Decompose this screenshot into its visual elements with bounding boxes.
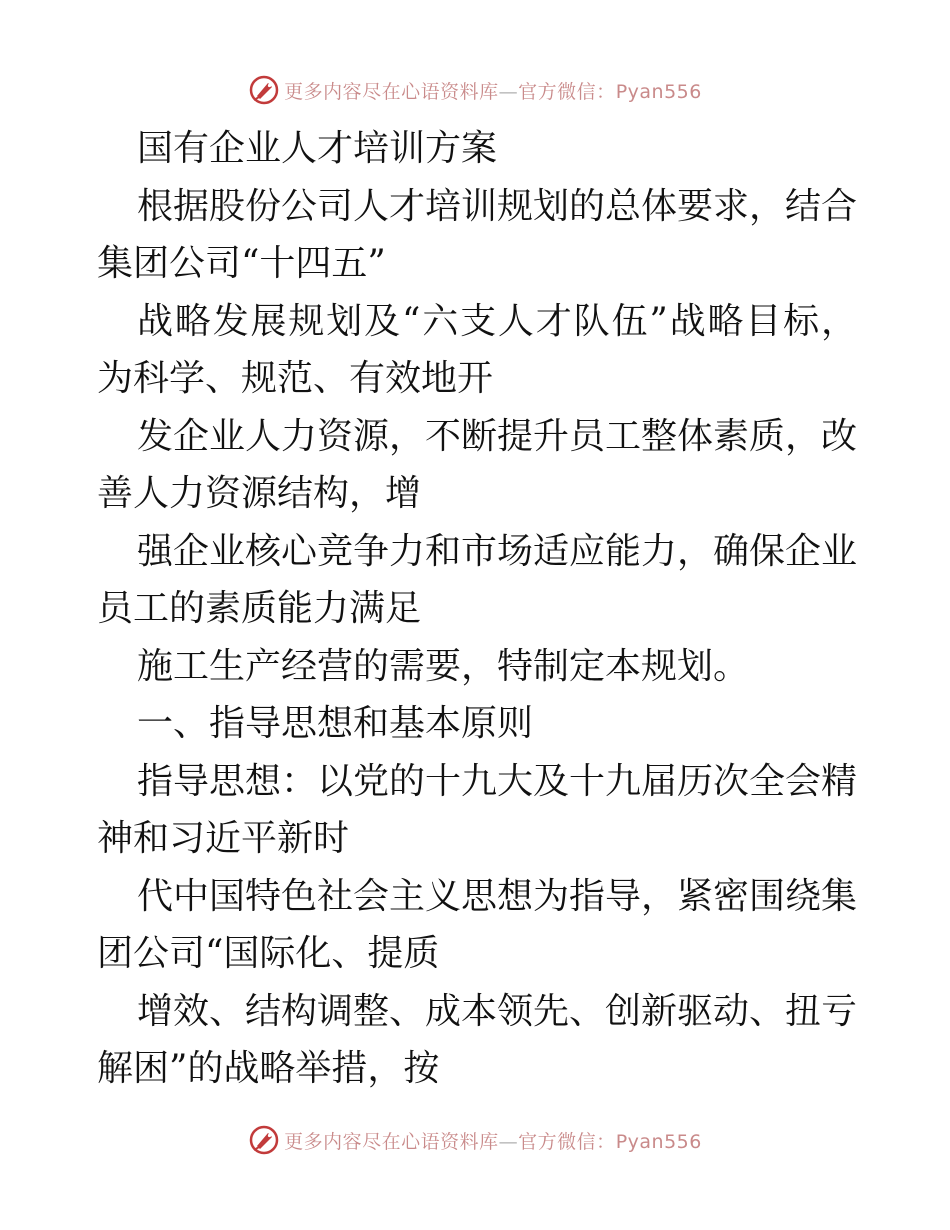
- watermark-inner: [248, 1124, 702, 1156]
- pen-nib-icon: [248, 1124, 280, 1156]
- watermark-text: [284, 1127, 702, 1154]
- watermark-account: Pyan556: [615, 1130, 702, 1153]
- paragraph: 代中国特色社会主义思想为指导，紧密围绕集团公司“国际化、提质: [97, 875, 858, 974]
- paragraph: 指导思想：以党的十九大及十九届历次全会精神和习近平新时: [97, 760, 858, 859]
- pen-nib-icon: [248, 74, 280, 106]
- watermark-dash: —: [498, 80, 519, 103]
- paragraph: 增效、结构调整、成本领先、创新驱动、扭亏解困”的战略举措，按: [97, 990, 858, 1089]
- watermark-dash: —: [498, 1130, 519, 1153]
- paragraph: 根据股份公司人才培训规划的总体要求，结合集团公司“十四五”: [97, 185, 858, 284]
- paragraph: 战略发展规划及“六支人才队伍”战略目标，为科学、规范、有效地开: [97, 300, 857, 399]
- watermark-official: 官方微信：: [518, 1130, 616, 1153]
- document-body: [97, 120, 857, 1098]
- paragraph: 强企业核心竞争力和市场适应能力，确保企业员工的素质能力满足: [97, 530, 858, 629]
- paragraph: 发企业人力资源，不断提升员工整体素质，改善人力资源结构，增: [97, 415, 858, 514]
- watermark-site: 更多内容尽在心语资料库: [284, 1130, 499, 1153]
- watermark-inner: [248, 74, 702, 106]
- watermark-site: 更多内容尽在心语资料库: [284, 80, 499, 103]
- section-heading: 一、指导思想和基本原则: [137, 703, 534, 744]
- watermark-text: [284, 77, 702, 104]
- paragraph: 施工生产经营的需要，特制定本规划。: [137, 645, 750, 687]
- document-title: 国有企业人才培训方案: [137, 128, 498, 169]
- watermark-account: Pyan556: [615, 80, 702, 103]
- header-watermark: [0, 70, 950, 110]
- footer-watermark: [0, 1120, 950, 1160]
- watermark-official: 官方微信：: [518, 80, 616, 103]
